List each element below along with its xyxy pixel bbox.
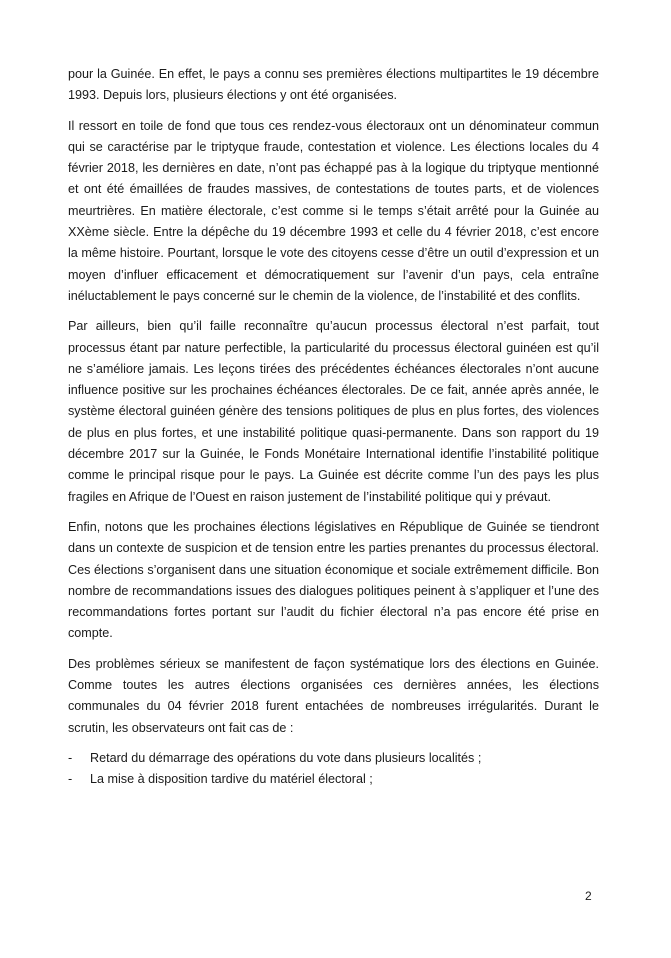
paragraph-4: Enfin, notons que les prochaines élections législatives en République de Guinée se tiendront dans un contexte de suspicion et de tension entre les parties prenantes du processus électoral. Ces élections s’organisent dans une situation économique et sociale extrêmement difficile. Bon nombre de recommandations issues des dialogues politiques peinent à s’appliquer et l’une des recommandations fortes portant sur l’audit du fichier électoral n’a pas encore été prise en compte. bbox=[68, 519, 599, 641]
paragraph-5: Des problèmes sérieux se manifestent de façon systématique lors des élections en Guinée. Comme toutes les autres élections organisées ces dernières années, les élections communales du 04 février 2018 furent entachées de nombreuses irrégularités. Durant le scrutin, les observateurs ont fait cas de : bbox=[68, 656, 599, 735]
list-item bbox=[68, 769, 599, 790]
paragraph-1: pour la Guinée. En effet, le pays a connu ses premières élections multipartites le 19 décembre 1993. Depuis lors, plusieurs élections y ont été organisées. bbox=[68, 67, 599, 103]
page-number: 2 bbox=[585, 889, 592, 903]
list-item-text: Retard du démarrage des opérations du vote dans plusieurs localités ; bbox=[90, 750, 482, 765]
irregularities-list bbox=[68, 748, 599, 791]
list-dash: - bbox=[68, 750, 73, 765]
list-item bbox=[68, 748, 599, 769]
paragraph-2: Il ressort en toile de fond que tous ces rendez-vous électoraux ont un dénominateur commun qui se caractérise par le triptyque fraude, contestation et violence. Les élections locales du 4 février 2018, les dernières en date, n’ont pas échappé pas à la logique du triptyque mentionné et ont été émaillées de fraudes massives, de contestations de toutes parts, et de violences meurtrières. En matière électorale, c’est comme si le temps s’était arrêté pour la Guinée au XXème siècle. Entre la dépêche du 19 décembre 1993 et celle du 4 février 2018, c’est encore la même histoire. Pourtant, lorsque le vote des citoyens cesse d’être un outil d’expression et un moyen d’influer efficacement et démocratiquement sur l’avenir d’un pays, cela entraîne inéluctablement le pays concerné sur le chemin de la violence, de l’instabilité et des conflits. bbox=[68, 118, 599, 303]
paragraph-3: Par ailleurs, bien qu’il faille reconnaître qu’aucun processus électoral n’est parfait, tout processus étant par nature perfectible, la particularité du processus électoral guinéen est qu’il ne s’améliore jamais. Les leçons tirées des précédentes échéances électorales n’ont aucune influence positive sur les prochaines échéances électorales. De ce fait, année après année, le système électoral guinéen génère des tensions politiques de plus en plus fortes, des violences de plus en plus fortes, et une instabilité politique quasi-permanente. Dans son rapport du 19 décembre 2017 sur la Guinée, le Fonds Monétaire International identifie l’instabilité politique comme le principal risque pour le pays. La Guinée est décrite comme l’un des pays les plus fragiles en Afrique de l’Ouest en raison justement de l’instabilité politique qui y prévaut. bbox=[68, 319, 599, 504]
list-dash: - bbox=[68, 772, 73, 787]
page-body bbox=[68, 64, 599, 791]
list-item-text: La mise à disposition tardive du matériel électoral ; bbox=[90, 772, 373, 787]
